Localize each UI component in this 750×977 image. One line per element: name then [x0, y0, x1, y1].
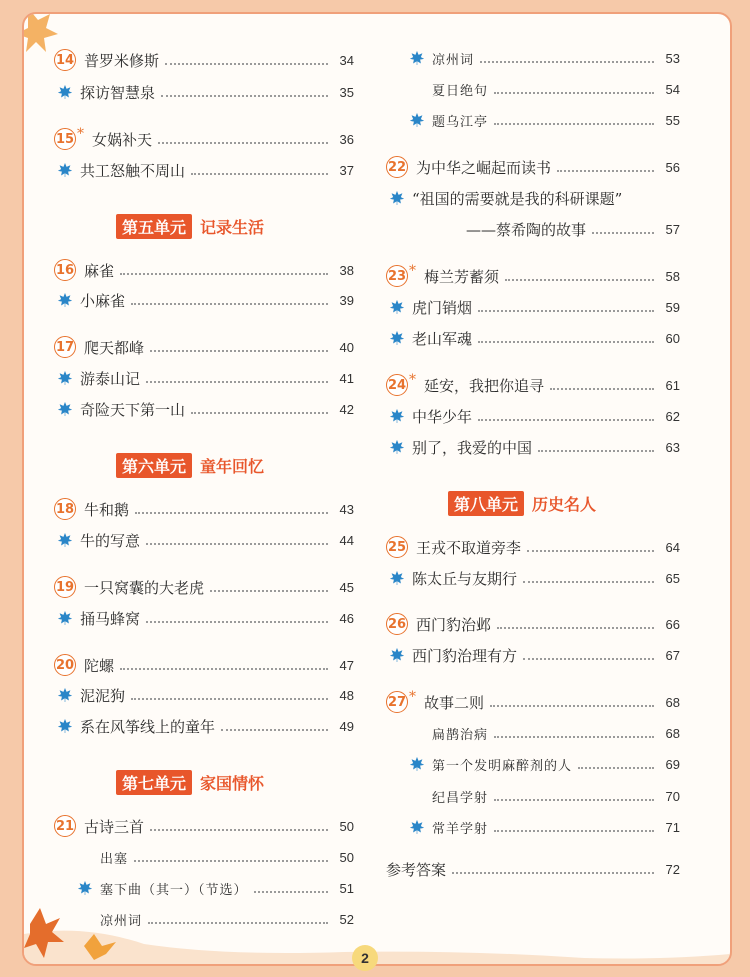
entry-title: 系在风筝线上的童年	[80, 717, 216, 736]
dot-leader	[150, 829, 328, 831]
dot-leader	[527, 550, 654, 552]
dot-leader	[490, 705, 654, 707]
dot-leader	[254, 891, 328, 893]
page-ref: 53	[665, 50, 680, 66]
maple-leaf-icon	[390, 300, 404, 314]
entry-title: 凉州词	[100, 913, 143, 929]
page-ref: 50	[339, 818, 354, 834]
maple-leaf-icon	[58, 719, 72, 733]
unit-tag: 第七单元	[116, 770, 192, 795]
toc-lesson-entry[interactable]	[54, 258, 354, 282]
maple-leaf-icon	[58, 533, 72, 547]
dot-leader	[120, 668, 328, 670]
entry-title: 小麻雀	[80, 291, 126, 310]
toc-poem-entry[interactable]	[410, 815, 680, 839]
toc-sub-entry[interactable]	[58, 683, 354, 707]
toc-sub-entry[interactable]	[58, 158, 354, 182]
unit-heading	[116, 769, 264, 795]
unit-name: 家国情怀	[200, 773, 265, 793]
page-ref: 34	[339, 52, 354, 68]
dot-leader	[161, 95, 328, 97]
lesson-number-circle: 16	[54, 259, 76, 281]
toc-poem-entry[interactable]	[78, 907, 354, 931]
toc-sub-entry[interactable]	[390, 326, 680, 350]
toc-lesson-entry[interactable]	[54, 335, 354, 359]
toc-card	[22, 12, 732, 966]
dot-leader	[146, 621, 328, 623]
unit-name: 记录生活	[200, 217, 265, 237]
entry-title: 题乌江亭	[432, 114, 489, 130]
dot-leader	[452, 872, 654, 874]
dot-leader	[478, 341, 654, 343]
maple-leaf-icon	[410, 757, 424, 771]
dot-leader	[131, 303, 328, 305]
page-ref: 49	[339, 718, 354, 734]
page-ref: 35	[339, 84, 354, 100]
maple-leaf-icon	[390, 331, 404, 345]
entry-title: 梅兰芳蓄须	[424, 267, 500, 286]
entry-title: 牛的写意	[80, 531, 141, 550]
toc-poem-entry[interactable]	[410, 784, 680, 808]
maple-leaf-icon	[58, 371, 72, 385]
page-ref: 50	[339, 849, 354, 865]
dot-leader	[165, 63, 328, 65]
entry-title: 古诗三首	[84, 817, 145, 836]
maple-leaf-icon	[58, 85, 72, 99]
entry-title: 故事二则	[424, 693, 485, 712]
dot-leader	[550, 388, 654, 390]
page-ref: 42	[339, 401, 354, 417]
dot-leader	[158, 142, 328, 144]
toc-poem-entry[interactable]	[410, 77, 680, 101]
page-ref: 59	[665, 299, 680, 315]
page-ref: 44	[339, 532, 354, 548]
dot-leader	[494, 123, 654, 125]
maple-leaf-icon	[390, 191, 404, 205]
entry-title: 出塞	[100, 851, 129, 867]
entry-title: 一只窝囊的大老虎	[84, 578, 205, 597]
dot-leader	[134, 860, 328, 862]
optional-star-icon: *	[77, 126, 84, 142]
toc-lesson-entry[interactable]	[54, 127, 354, 151]
toc-poem-entry[interactable]	[78, 845, 354, 869]
entry-title: “祖国的需要就是我的科研课题”	[412, 189, 623, 208]
maple-leaf-icon	[410, 820, 424, 834]
page-ref: 62	[665, 408, 680, 424]
page-ref: 40	[339, 339, 354, 355]
entry-title: 参考答案	[386, 860, 447, 879]
page-ref: 65	[665, 570, 680, 586]
entry-title: 游泰山记	[80, 369, 141, 388]
entry-title: 牛和鹅	[84, 500, 130, 519]
toc-sub-entry[interactable]	[390, 435, 680, 459]
page-ref: 70	[665, 788, 680, 804]
dot-leader	[478, 419, 654, 421]
entry-title: 陈太丘与友期行	[412, 569, 518, 588]
optional-star-icon: *	[409, 372, 416, 388]
entry-title: ——蔡希陶的故事	[466, 220, 587, 239]
entry-title: 共工怒触不周山	[80, 161, 186, 180]
page-ref: 38	[339, 262, 354, 278]
dot-leader	[135, 512, 328, 514]
maple-leaf-icon	[390, 440, 404, 454]
page-ref: 55	[665, 112, 680, 128]
page-number: 2	[352, 945, 378, 971]
entry-title: 纪昌学射	[432, 790, 489, 806]
toc-sub-entry[interactable]	[58, 80, 354, 104]
toc-sub-entry[interactable]	[58, 606, 354, 630]
page-ref: 41	[339, 370, 354, 386]
toc-sub-entry[interactable]	[58, 714, 354, 738]
entry-title: 中华少年	[412, 407, 473, 426]
lesson-number-circle: 24	[386, 374, 408, 396]
dot-leader	[523, 581, 654, 583]
entry-title: 爬天都峰	[84, 338, 145, 357]
entry-title: 为中华之崛起而读书	[416, 158, 552, 177]
page-ref: 67	[665, 647, 680, 663]
toc-sub-entry[interactable]	[390, 186, 680, 210]
unit-heading	[116, 452, 264, 478]
toc-sub-entry[interactable]	[390, 566, 680, 590]
lesson-number-circle: 18	[54, 498, 76, 520]
toc-lesson-entry[interactable]	[54, 653, 354, 677]
toc-sub-entry[interactable]	[58, 528, 354, 552]
entry-title: 凉州词	[432, 52, 475, 68]
dot-leader	[494, 736, 654, 738]
toc-sub-entry[interactable]	[390, 295, 680, 319]
toc-lesson-entry[interactable]	[54, 497, 354, 521]
page-ref: 68	[665, 694, 680, 710]
toc-sub-entry[interactable]	[390, 404, 680, 428]
unit-tag: 第五单元	[116, 214, 192, 239]
toc-poem-entry[interactable]	[410, 752, 680, 776]
maple-leaf-icon	[58, 163, 72, 177]
dot-leader	[497, 627, 654, 629]
entry-title: 常羊学射	[432, 821, 489, 837]
dot-leader	[494, 830, 654, 832]
dot-leader	[148, 922, 328, 924]
toc-lesson-entry[interactable]	[54, 575, 354, 599]
page-ref: 72	[665, 861, 680, 877]
entry-title: 女娲补天	[92, 130, 153, 149]
maple-leaf-icon	[390, 571, 404, 585]
optional-star-icon: *	[409, 689, 416, 705]
dot-leader	[478, 310, 654, 312]
maple-leaf-icon	[390, 409, 404, 423]
page-ref: 60	[665, 330, 680, 346]
dot-leader	[505, 279, 654, 281]
page-ref: 39	[339, 292, 354, 308]
page-ref: 46	[339, 610, 354, 626]
entry-title: 陀螺	[84, 656, 115, 675]
dot-leader	[131, 698, 328, 700]
toc-sub-entry[interactable]	[444, 217, 680, 241]
page-ref: 61	[665, 377, 680, 393]
dot-leader	[480, 61, 654, 63]
dot-leader	[538, 450, 654, 452]
page-ref: 54	[665, 81, 680, 97]
lesson-number-circle: 21	[54, 815, 76, 837]
maple-leaf-icon	[390, 648, 404, 662]
unit-name: 童年回忆	[200, 456, 265, 476]
toc-lesson-entry[interactable]	[54, 814, 354, 838]
entry-title: 捅马蜂窝	[80, 609, 141, 628]
dot-leader	[191, 412, 328, 414]
dot-leader	[120, 273, 328, 275]
page-ref: 71	[665, 819, 680, 835]
toc-answers-entry[interactable]	[386, 857, 680, 881]
toc-sub-entry[interactable]	[58, 397, 354, 421]
unit-heading	[116, 213, 264, 239]
lesson-number-circle: 19	[54, 576, 76, 598]
toc-lesson-entry[interactable]	[386, 373, 680, 397]
page-ref: 48	[339, 687, 354, 703]
maple-leaf-icon	[58, 293, 72, 307]
lesson-number-circle: 26	[386, 613, 408, 635]
lesson-number-circle: 23	[386, 265, 408, 287]
page-ref: 36	[339, 131, 354, 147]
dot-leader	[221, 729, 328, 731]
dot-leader	[494, 92, 654, 94]
maple-leaf-icon	[58, 402, 72, 416]
page-ref: 43	[339, 501, 354, 517]
entry-title: 王戎不取道旁李	[416, 538, 522, 557]
lesson-number-circle: 27	[386, 691, 408, 713]
toc-lesson-entry[interactable]	[386, 612, 680, 636]
lesson-number-circle: 14	[54, 49, 76, 71]
entry-title: 夏日绝句	[432, 83, 489, 99]
page-ref: 68	[665, 725, 680, 741]
toc-lesson-entry[interactable]	[386, 155, 680, 179]
entry-title: 泥泥狗	[80, 686, 126, 705]
entry-title: 麻雀	[84, 261, 115, 280]
optional-star-icon: *	[409, 263, 416, 279]
entry-title: 扁鹊治病	[432, 727, 489, 743]
unit-heading	[448, 490, 596, 516]
unit-tag: 第六单元	[116, 453, 192, 478]
entry-title: 延安，我把你追寻	[424, 376, 545, 395]
toc-poem-entry[interactable]	[410, 46, 680, 70]
dot-leader	[146, 543, 328, 545]
entry-title: 普罗米修斯	[84, 51, 160, 70]
toc-poem-entry[interactable]	[410, 721, 680, 745]
entry-title: 西门豹治邺	[416, 615, 492, 634]
toc-sub-entry[interactable]	[58, 366, 354, 390]
dot-leader	[146, 381, 328, 383]
page-ref: 56	[665, 159, 680, 175]
toc-sub-entry[interactable]	[58, 288, 354, 312]
toc-lesson-entry[interactable]	[386, 535, 680, 559]
unit-name: 历史名人	[532, 494, 597, 514]
page-ref: 47	[339, 657, 354, 673]
maple-leaf-icon	[78, 881, 92, 895]
page-ref: 57	[665, 221, 680, 237]
dot-leader	[210, 590, 328, 592]
entry-title: 第一个发明麻醉剂的人	[432, 758, 573, 774]
dot-leader	[494, 799, 654, 801]
dot-leader	[191, 173, 328, 175]
page-ref: 69	[665, 756, 680, 772]
toc-lesson-entry[interactable]	[386, 264, 680, 288]
lesson-number-circle: 20	[54, 654, 76, 676]
page-ref: 64	[665, 539, 680, 555]
maple-leaf-icon	[410, 51, 424, 65]
lesson-number-circle: 25	[386, 536, 408, 558]
page-ref: 45	[339, 579, 354, 595]
lesson-number-circle: 15	[54, 128, 76, 150]
entry-title: 老山军魂	[412, 329, 473, 348]
page-ref: 52	[339, 911, 354, 927]
dot-leader	[578, 767, 654, 769]
page-ref: 37	[339, 162, 354, 178]
entry-title: 虎门销烟	[412, 298, 473, 317]
page-ref: 66	[665, 616, 680, 632]
entry-title: 西门豹治理有方	[412, 646, 518, 665]
toc-sub-entry[interactable]	[390, 643, 680, 667]
toc-lesson-entry[interactable]	[54, 48, 354, 72]
maple-leaf-icon	[410, 113, 424, 127]
dot-leader	[150, 350, 328, 352]
entry-title: 探访智慧泉	[80, 83, 156, 102]
entry-title: 别了，我爱的中国	[412, 438, 533, 457]
dot-leader	[592, 232, 654, 234]
toc-lesson-entry[interactable]	[386, 690, 680, 714]
toc-poem-entry[interactable]	[78, 876, 354, 900]
page-ref: 63	[665, 439, 680, 455]
lesson-number-circle: 22	[386, 156, 408, 178]
lesson-number-circle: 17	[54, 336, 76, 358]
toc-poem-entry[interactable]	[410, 108, 680, 132]
maple-leaf-icon	[58, 688, 72, 702]
entry-title: 奇险天下第一山	[80, 400, 186, 419]
dot-leader	[523, 658, 654, 660]
maple-leaf-icon	[58, 611, 72, 625]
page-ref: 58	[665, 268, 680, 284]
unit-tag: 第八单元	[448, 491, 524, 516]
page-ref: 51	[339, 880, 354, 896]
entry-title: 塞下曲（其一）（节选）	[100, 882, 248, 898]
dot-leader	[557, 170, 654, 172]
